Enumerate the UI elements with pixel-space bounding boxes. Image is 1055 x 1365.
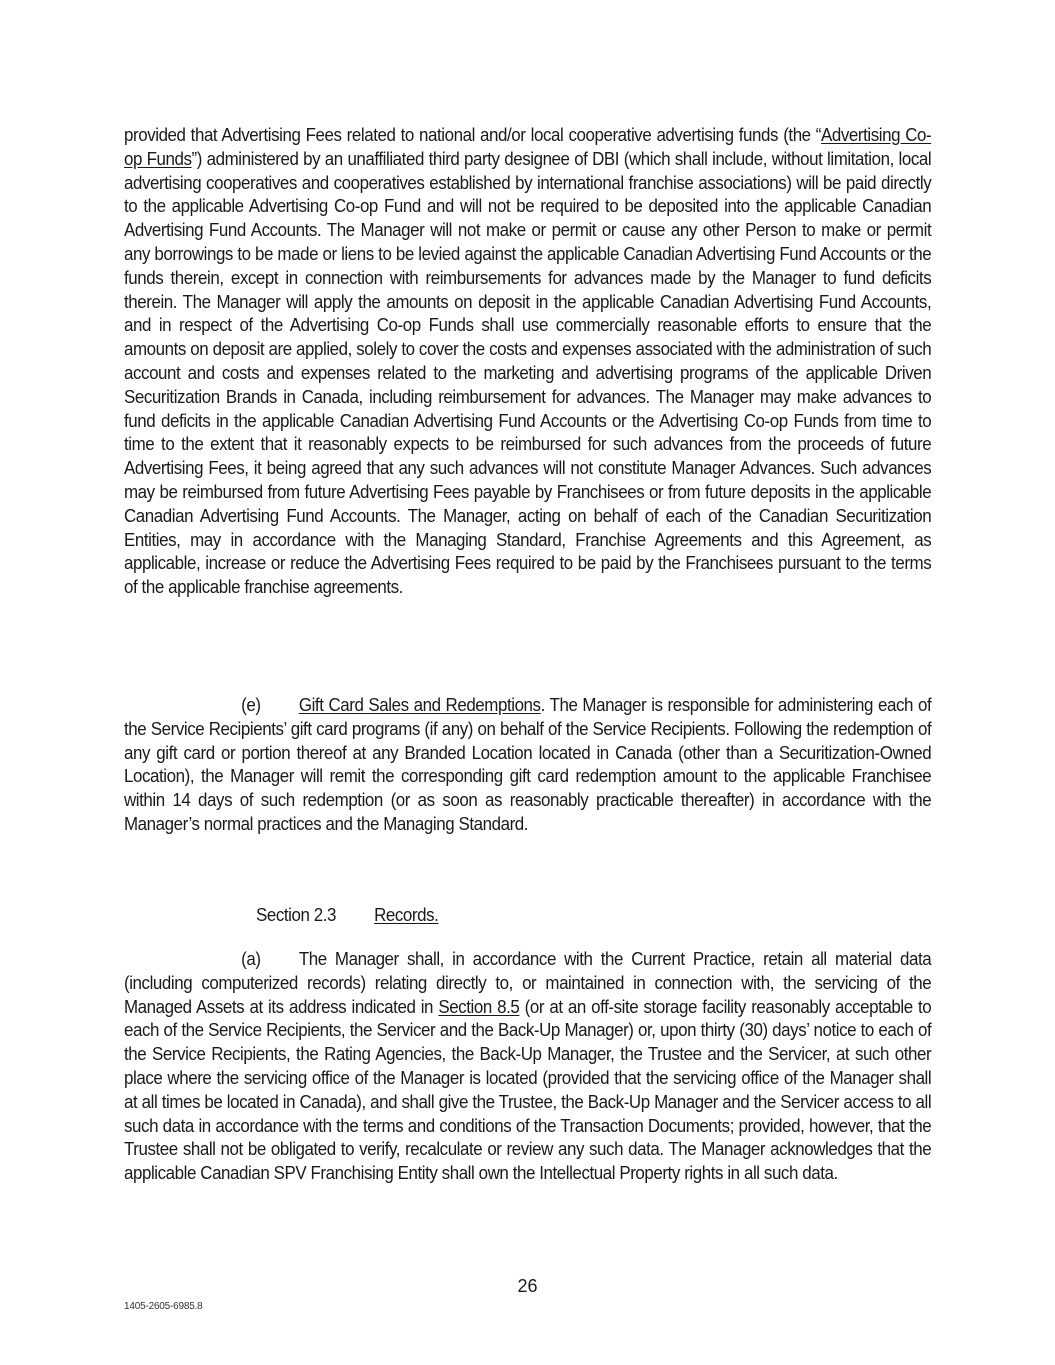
section-number: Section 2.3 <box>256 905 337 925</box>
clause-title-suffix: . <box>540 695 545 715</box>
section-heading-2-3 <box>256 904 438 928</box>
paragraph-text: The Manager is responsible for administering each of the Service Recipients’ gift card programs (if any) on behalf of the Service Recipients. Following the redemption of any gift card or portion thereof at any Branded Location located in Canada (other than a Securitization-Owned Location), the Manager will remit the corresponding gift card redemption amount to the applicable Franchisee within 14 days of such redemption (or as soon as reasonably practicable thereafter) in accordance with the Manager’s normal practices and the Managing Standard. <box>124 695 932 834</box>
paragraph-text: (or at an off-site storage facility reasonably acceptable to each of the Service Recipients, the Servicer and the Back-Up Manager) or, upon thirty (30) days’ notice to each of the Service Recipients, the Rating Agencies, the Back-Up Manager, the Trustee and the Servicer, at such other place where the servicing office of the Manager is located (provided that the servicing office of the Manager shall at all times be located in Canada), and shall give the Trustee, the Back-Up Manager and the Servicer access to all such data in accordance with the terms and conditions of the Transaction Documents; provided, however, that the Trustee shall not be obligated to verify, recalculate or review any such data. The Manager acknowledges that the applicable Canadian SPV Franchising Entity shall own the Intellectual Property rights in all such data. <box>124 996 932 1184</box>
paragraph-e-gift-card <box>124 694 931 837</box>
paragraph-a-records <box>124 948 931 1186</box>
clause-label-a: (a) <box>241 949 261 969</box>
clause-label-e: (e) <box>241 695 261 715</box>
clause-title-gift-card: Gift Card Sales and Redemptions <box>298 695 541 715</box>
document-id: 1405-2605-6985.8 <box>124 1301 203 1312</box>
paragraph-text: The Manager shall, in accordance with the Current Practice, retain all material data (including computerized records) relating directly to, or maintained in connection with, the servicing of the Managed Assets at its address indicated in <box>124 949 932 1017</box>
paragraph-text: ”) administered by an unaffiliated third party designee of DBI (which shall include, without limitation, local advertising cooperatives and cooperatives established by international franchise associations) will be paid directly to the applicable Advertising Co-op Fund and will not be required to be deposited into the applicable Canadian Advertising Fund Accounts. The Manager will not make or permit or cause any other Person to make or permit any borrowings to be made or liens to be levied against the applicable Canadian Advertising Fund Accounts or the funds therein, except in connection with reimbursements for advances made by the Manager to fund deficits therein. The Manager will apply the amounts on deposit in the applicable Canadian Advertising Fund Accounts, and in respect of the Advertising Co-op Funds shall use commercially reasonable efforts to ensure that the amounts on deposit are applied, solely to cover the costs and expenses associated with the administration of such account and costs and expenses related to the marketing and advertising programs of the applicable Driven Securitization Brands in Canada, including reimbursement for advances. The Manager may make advances to fund deficits in the applicable Canadian Advertising Fund Accounts or the Advertising Co-op Funds from time to time to the extent that it reasonably expects to be reimbursed for such advances from the proceeds of future Advertising Fees, it being agreed that any such advances will not constitute Manager Advances. Such advances may be reimbursed from future Advertising Fees payable by Franchisees or from future deposits in the applicable Canadian Advertising Fund Accounts. The Manager, acting on behalf of each of the Canadian Securitization Entities, may in accordance with the Managing Standard, Franchise Agreements and this Agreement, as applicable, increase or reduce the Advertising Fees required to be paid by the Franchisees pursuant to the terms of the applicable franchise agreements. <box>124 148 932 598</box>
section-title: Records. <box>374 905 439 925</box>
page-number: 26 <box>517 1276 538 1296</box>
cross-reference-section-8-5: Section 8.5 <box>438 996 520 1017</box>
defined-term-advertising-co-op-funds: Advertising Co-op Funds <box>124 125 932 169</box>
paragraph-advertising-funds <box>124 124 931 600</box>
paragraph-text: provided that Advertising Fees related to national and/or local cooperative advertising funds (the “ <box>124 125 822 145</box>
